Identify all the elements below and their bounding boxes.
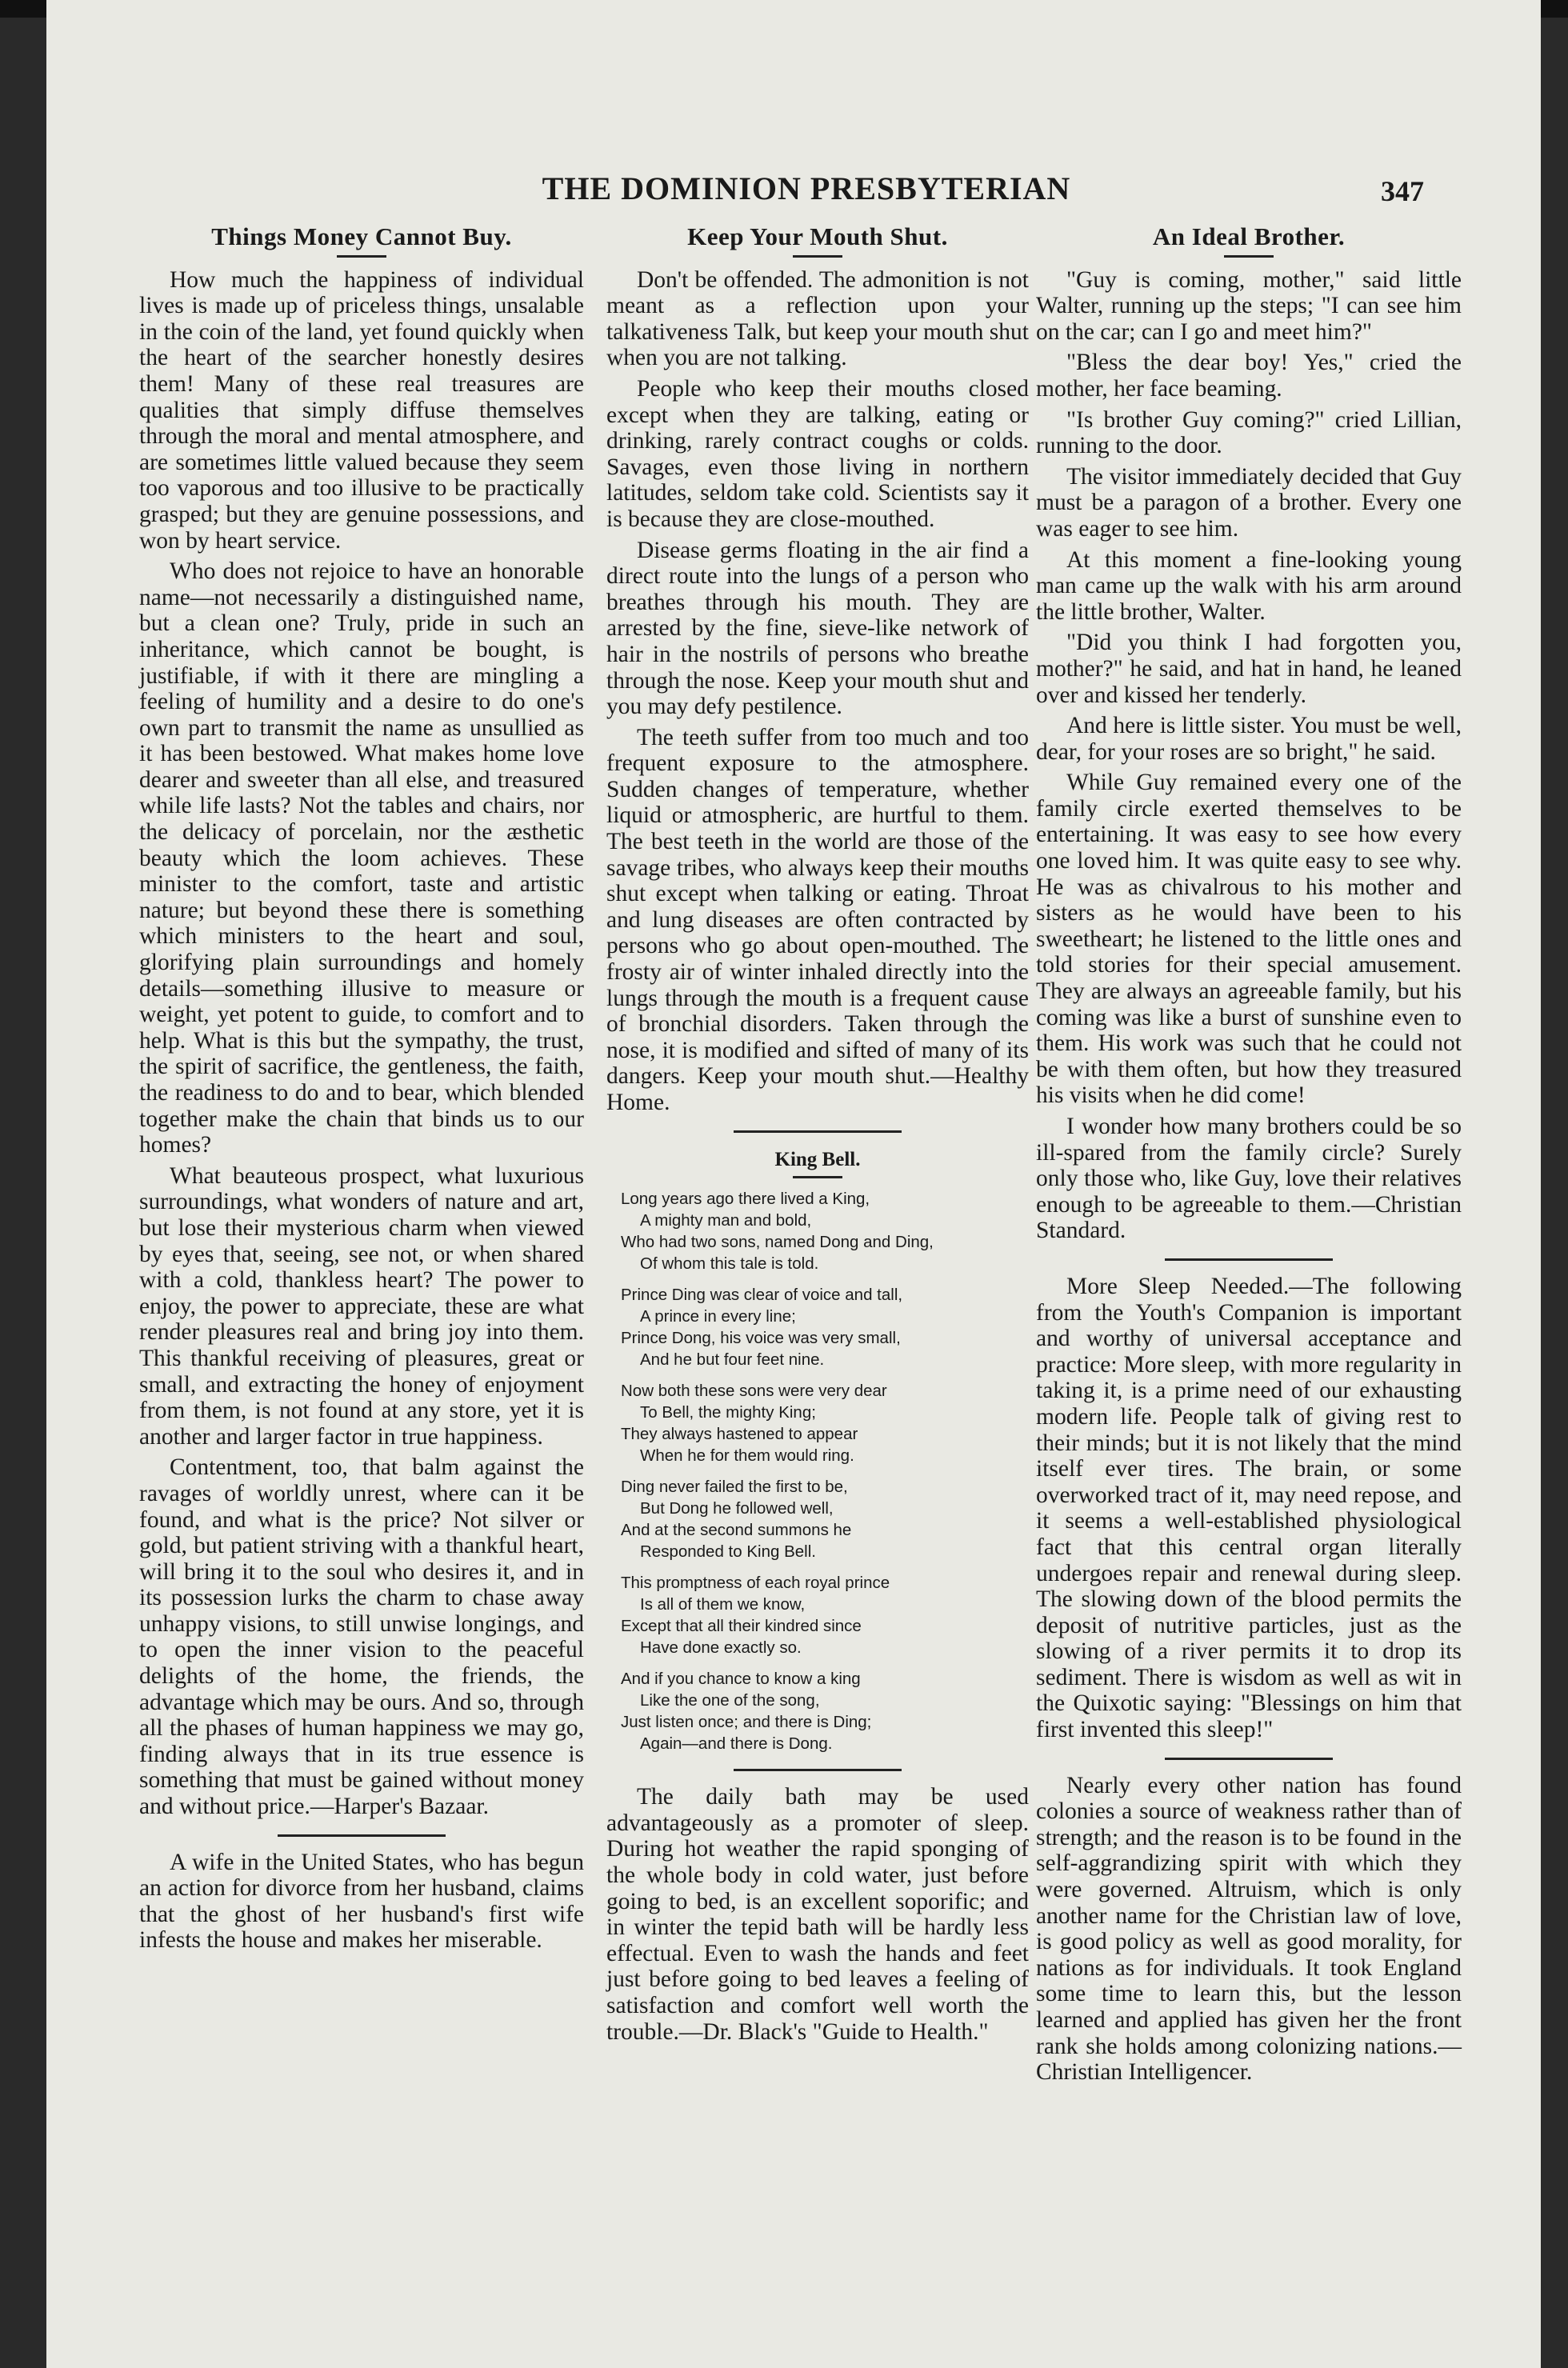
poem-line: A mighty man and bold, bbox=[640, 1211, 812, 1230]
paragraph: The teeth suffer from too much and too frequent exposure to the atmosphere. Sudden changes of temperature, whether liquid or atmospheric, are hurtful to them. The best teeth in the world are those of the savage tribes, who always keep their mouths shut except when talking or eating. Throat and lung diseases are often contracted by persons who go about open-mouthed. The frosty air of winter inhaled directly into the lungs through the mouth is a frequent cause of bronchial disorders. Taken through the nose, it is modified and sifted of many of its dangers. Keep your mouth shut.—Healthy Home. bbox=[606, 724, 1029, 1115]
paragraph: How much the happiness of individual lives is made up of priceless things, unsalable in the coin of the land, yet found quickly when the heart of the searcher honestly desires them! Many of these real treasures are qualities that simply diffuse themselves through the moral and mental atmosphere, and are sometimes little valued because they seem too vaporous and too illusive to be practically grasped; but they are genuine possessions, and won by heart service. bbox=[139, 266, 584, 554]
paragraph: And here is little sister. You must be well, dear, for your roses are so bright," he said. bbox=[1036, 713, 1462, 765]
poem-line: Who had two sons, named Dong and Ding, bbox=[621, 1233, 934, 1252]
paragraph: Disease germs floating in the air find a direct route into the lungs of a person who breathes through his mouth. They are arrested by the fine, sieve-like network of hair in the nostrils of persons who breathe through the nose. Keep your mouth shut and you may defy pestilence. bbox=[606, 537, 1029, 720]
page-number: 347 bbox=[1381, 175, 1424, 207]
paragraph: Contentment, too, that balm against the ravages of worldly unrest, where can it be found, and what is the price? Not silver or gold, but patient striving with a thankful heart, will bring it to the soul who desires it, and in its possession lurks the charm to chase away unhappy visions, to still unwise longings, and to open the inner vision to the peaceful delights of the home, the friends, the advantage which may be ours. And so, through all the phases of human happiness we may go, finding always that in its true essence is something that must be gained without money and without price.—Harper's Bazaar. bbox=[139, 1454, 584, 1820]
poem-line: But Dong he followed well, bbox=[640, 1499, 834, 1518]
poem-line: This promptness of each royal prince bbox=[621, 1574, 890, 1593]
paragraph: A wife in the United States, who has begun an action for divorce from her husband, claims that the ghost of her husband's first wife infests the house and makes her miserable. bbox=[139, 1849, 584, 1954]
paragraph: While Guy remained every one of the family circle exerted themselves to be entertaining. It was easy to see how every one loved him. It was quite easy to see why. He was as chivalrous to his mother and sisters as he would have been to his sweetheart; he listened to the little ones and told stories for their special amusement. They are always an agreeable family, but his coming was like a burst of sunshine even to them. His work was such that he could not be with them often, but how they treasured his visits when he did come! bbox=[1036, 770, 1462, 1109]
poem-line: Ding never failed the first to be, bbox=[621, 1478, 848, 1497]
poem-line: Except that all their kindred since bbox=[621, 1617, 862, 1636]
poem-line: And he but four feet nine. bbox=[640, 1350, 825, 1370]
poem-line: And if you chance to know a king bbox=[621, 1670, 861, 1689]
paragraph: "Guy is coming, mother," said little Walter, running up the steps; "I can see him on the car; can I go and meet him?" bbox=[1036, 266, 1462, 345]
column-left bbox=[139, 224, 584, 1958]
stanza bbox=[621, 1476, 1029, 1562]
poem-line: Like the one of the song, bbox=[640, 1691, 820, 1710]
poem-line: Have done exactly so. bbox=[640, 1638, 802, 1658]
poem-line: Long years ago there lived a King, bbox=[621, 1190, 870, 1209]
stanza bbox=[621, 1284, 1029, 1370]
paragraph: Nearly every other nation has found colonies a source of weakness rather than of strength; and the reason is to be found in the self-aggrandizing spirit with which they were governed. Altruism, which is only another name for the Christian law of love, is good policy as well as good morality, for nations as for individuals. It took England some time to learn this, but the lesson learned and applied has given her the front rank she holds among colonizing nations.—Christian Intelligencer. bbox=[1036, 1772, 1462, 2086]
article-title: An Ideal Brother. bbox=[1152, 222, 1346, 250]
stanza bbox=[621, 1380, 1029, 1466]
poem-line: Of whom this tale is told. bbox=[640, 1254, 819, 1274]
masthead-title: THE DOMINION PRESBYTERIAN bbox=[542, 170, 1071, 206]
paragraph: Don't be offended. The admonition is not meant as a reflection upon your talkativeness Talk, but keep your mouth shut when you are not talking. bbox=[606, 266, 1029, 371]
poem-line: Just listen once; and there is Ding; bbox=[621, 1713, 872, 1732]
newspaper-page bbox=[46, 0, 1541, 2368]
poem-title: King Bell. bbox=[774, 1148, 861, 1170]
paragraph: More Sleep Needed.—The following from the Youth's Companion is important and worthy of universal acceptance and practice: More sleep, with more regularity in taking it, is a prime need of our exhausting modern life. People talk of giving rest to their minds; but it is not likely that the mind itself ever tires. The brain, or some overworked tract of it, may need repose, and it seems a well-established physiological fact that this central organ literally undergoes repair and renewal during sleep. The slowing down of the blood permits the deposit of nutritive particles, just as the slowing of a river permits it to drop its sediment. There is wisdom as well as wit in the Quixotic saying: "Blessings on him that first invented this sleep!" bbox=[1036, 1273, 1462, 1743]
poem-line: To Bell, the mighty King; bbox=[640, 1403, 816, 1422]
section-rule bbox=[1165, 1758, 1333, 1760]
section-rule bbox=[278, 1834, 446, 1837]
section-rule bbox=[1165, 1258, 1333, 1261]
paragraph: "Is brother Guy coming?" cried Lillian, running to the door. bbox=[1036, 406, 1462, 459]
paragraph: The visitor immediately decided that Guy must be a paragon of a brother. Every one was eager to see him. bbox=[1036, 463, 1462, 542]
stanza bbox=[621, 1668, 1029, 1754]
poem-line: Prince Dong, his voice was very small, bbox=[621, 1329, 901, 1348]
article-title: Keep Your Mouth Shut. bbox=[687, 222, 948, 250]
paragraph: At this moment a fine-looking young man came up the walk with his arm around the little brother, Walter. bbox=[1036, 546, 1462, 625]
poem bbox=[621, 1188, 1029, 1754]
section-rule bbox=[734, 1769, 902, 1771]
poem-line: Prince Ding was clear of voice and tall, bbox=[621, 1286, 903, 1305]
title-rule bbox=[793, 255, 842, 258]
paragraph: "Bless the dear boy! Yes," cried the mother, her face beaming. bbox=[1036, 350, 1462, 402]
paragraph: "Did you think I had forgotten you, mother?" he said, and hat in hand, he leaned over and kissed her tenderly. bbox=[1036, 630, 1462, 708]
poem-line: A prince in every line; bbox=[640, 1307, 796, 1326]
poem-line: And at the second summons he bbox=[621, 1521, 852, 1540]
column-right bbox=[1036, 224, 1462, 2090]
stanza bbox=[621, 1188, 1029, 1274]
title-rule bbox=[1224, 255, 1274, 258]
section-rule bbox=[734, 1130, 902, 1133]
paragraph: Who does not rejoice to have an honorable name—not necessarily a distinguished name, but a clean one? Truly, pride in such an inheritance, which cannot be bought, is justifiable, if with it there are mingling a feeling of humility and a desire to do one's own part to transmit the name as unsullied as it has been bestowed. What makes home love dearer and sweeter than all else, and treasured while life lasts? Not the tables and chairs, nor the delicacy of porcelain, nor the æsthetic beauty which the loom achieves. These minister to the comfort, taste and artistic nature; but beyond these there is something which ministers to the heart and soul, glorifying plain surroundings and homely details—something illusive to measure or weight, yet potent to guide, to comfort and to help. What is this but the sympathy, the trust, the spirit of sacrifice, the gentleness, the faith, the readiness to do and to bear, which blended together make the chain that binds us to our homes? bbox=[139, 558, 584, 1158]
paragraph: What beauteous prospect, what luxurious surroundings, what wonders of nature and art, but lose their mysterious charm when viewed by eyes that, seeing, see not, or when shared with a cold, thankless heart? The power to enjoy, the power to appreciate, these are what render pleasures real and bring joy into them. This thankful receiving of pleasures, great or small, and extracting the honey of enjoyment from them, is not found at any store, yet it is another and larger factor in true happiness. bbox=[139, 1162, 584, 1450]
poem-line: Is all of them we know, bbox=[640, 1595, 806, 1614]
paragraph: People who keep their mouths closed except when they are talking, eating or drinking, rarely contract coughs or colds. Savages, even those living in northern latitudes, seldom take cold. Scientists say it is because they are close-mouthed. bbox=[606, 375, 1029, 532]
title-rule bbox=[337, 255, 386, 258]
paragraph: I wonder how many brothers could be so ill-spared from the family circle? Surely only those who, like Guy, love their relatives enough to be agreeable to them.—Christian Standard. bbox=[1036, 1114, 1462, 1244]
title-rule bbox=[793, 1176, 842, 1178]
stanza bbox=[621, 1572, 1029, 1658]
poem-line: Again—and there is Dong. bbox=[640, 1734, 833, 1754]
poem-line: Responded to King Bell. bbox=[640, 1542, 816, 1562]
article-title: Things Money Cannot Buy. bbox=[211, 222, 512, 250]
poem-line: They always hastened to appear bbox=[621, 1425, 858, 1444]
poem-line: When he for them would ring. bbox=[640, 1446, 854, 1466]
poem-line: Now both these sons were very dear bbox=[621, 1382, 887, 1401]
paragraph: The daily bath may be used advantageously as a promoter of sleep. During hot weather the rapid sponging of the whole body in cold water, just before going to bed, is an excellent soporific; and in winter the tepid bath will be hardly less effectual. Even to wash the hands and feet just before going to bed leaves a feeling of satisfaction and comfort well worth the trouble.—Dr. Black's "Guide to Health." bbox=[606, 1784, 1029, 2045]
column-middle bbox=[606, 224, 1029, 2050]
